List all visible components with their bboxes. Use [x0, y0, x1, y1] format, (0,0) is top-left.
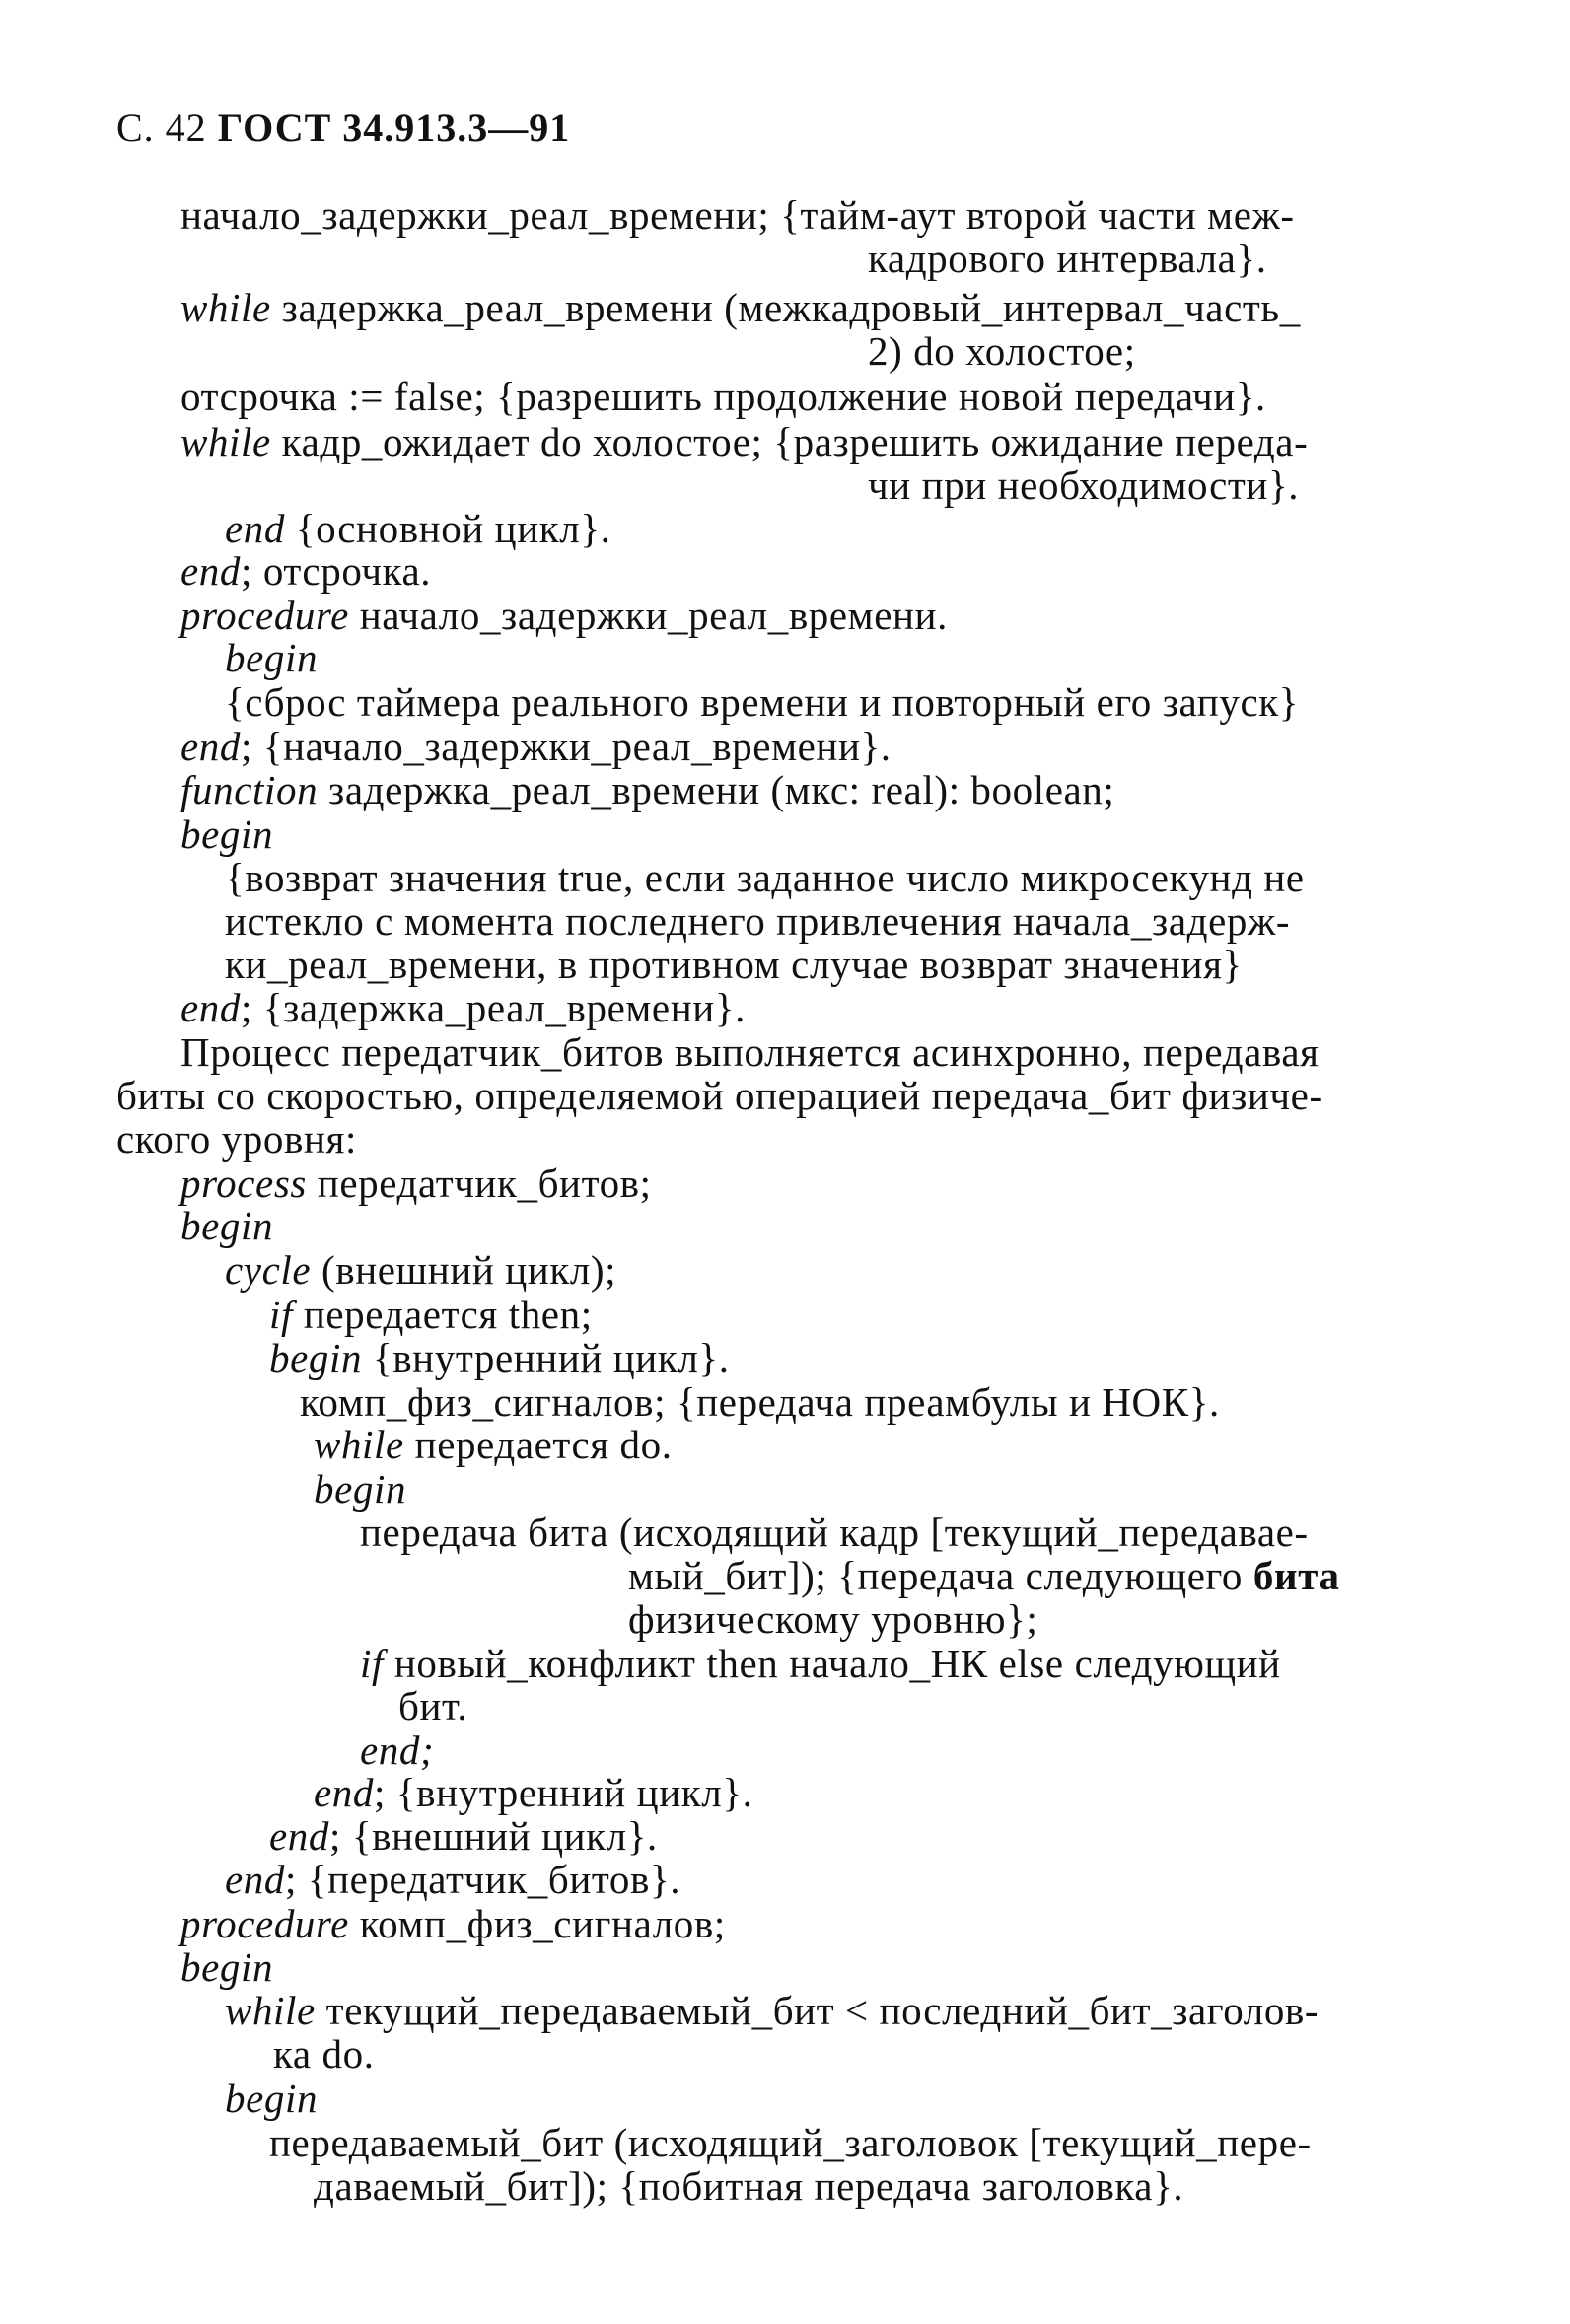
line-text: мый_бит]); {передача следующего: [628, 1553, 1253, 1598]
line-text: ки_реал_времени, в противном случае возврат значения}: [225, 942, 1243, 987]
text-line: [180, 373, 1266, 420]
keyword: while: [314, 1422, 404, 1467]
text-line: [180, 284, 1301, 331]
standard-designation: ГОСТ 34.913.3—91: [217, 106, 571, 150]
text-line: [180, 766, 1114, 813]
keyword: if: [360, 1641, 384, 1686]
text-line: [868, 461, 1299, 509]
line-text: ; {передатчик_битов}.: [285, 1857, 681, 1902]
keyword: end: [180, 985, 241, 1030]
line-text: задержка_реал_времени (межкадровый_интервал_часть_: [270, 285, 1301, 330]
text-line: [225, 1856, 680, 1903]
text-line: [360, 1509, 1309, 1556]
text-line: [180, 984, 746, 1031]
keyword: begin: [225, 635, 319, 680]
text-line: [180, 723, 892, 770]
line-text: передатчик_битов;: [306, 1161, 652, 1206]
text-line: [868, 327, 1136, 375]
line-text: передается then;: [292, 1292, 593, 1337]
line-text: {внутренний цикл}.: [362, 1335, 730, 1380]
text-line: [628, 1552, 1340, 1599]
line-text: передаваемый_бит (исходящий_заголовок [текущий_пере-: [269, 2120, 1312, 2165]
text-line: [116, 1115, 357, 1162]
line-text: кадрового интервала}.: [868, 236, 1267, 281]
keyword: while: [180, 419, 271, 464]
keyword: begin: [314, 1466, 407, 1512]
page-header: [116, 105, 570, 152]
text-line: [225, 2075, 318, 2122]
keyword: while: [180, 285, 271, 330]
line-text: 2) do холостое;: [868, 328, 1136, 374]
text-line: [300, 1378, 1220, 1426]
text-line: [225, 897, 1290, 945]
line-text: истекло с момента последнего привлечения начала_задерж-: [225, 898, 1291, 944]
keyword: end: [314, 1770, 374, 1815]
text-line: [314, 1465, 406, 1513]
text-line: [269, 1334, 730, 1381]
keyword: begin: [269, 1335, 363, 1380]
text-line: [180, 1160, 652, 1207]
line-text: кадр_ожидает do холостое; {разрешить ожидание переда-: [270, 419, 1309, 464]
line-text: физическому уровню};: [628, 1596, 1038, 1642]
text-line: [225, 505, 610, 552]
line-text: {основной цикл}.: [285, 506, 611, 551]
text-line: [225, 1987, 1319, 2034]
keyword: while: [225, 1988, 316, 2033]
text-line: [180, 810, 273, 858]
line-text: ского уровня:: [116, 1116, 357, 1162]
keyword: process: [180, 1161, 307, 1206]
text-line: [225, 1246, 616, 1294]
text-line: [180, 1900, 726, 1947]
line-text: {возврат значения true, если заданное число микросекунд не: [225, 855, 1305, 900]
text-line: [360, 1640, 1281, 1687]
line-text: комп_физ_сигналов; {передача преамбулы и НОК}.: [300, 1379, 1220, 1425]
bold-word: бита: [1252, 1553, 1340, 1598]
page-number: С. 42: [116, 106, 207, 150]
keyword: end: [180, 548, 241, 594]
text-line: [868, 235, 1267, 282]
text-line: [398, 1682, 467, 1729]
line-text: биты со скоростью, определяемой операцией передача_бит физиче-: [116, 1073, 1323, 1118]
keyword: end: [180, 724, 241, 769]
text-line: [314, 1421, 673, 1468]
line-text: ; {задержка_реал_времени}.: [241, 985, 746, 1030]
text-line: [314, 2162, 1183, 2210]
keyword: end: [225, 1857, 285, 1902]
text-line: [273, 2030, 375, 2078]
keyword: begin: [180, 811, 274, 857]
text-line: [180, 1028, 1320, 1076]
keyword: procedure: [180, 593, 349, 638]
keyword: begin: [225, 2076, 319, 2121]
text-line: [314, 1769, 752, 1816]
line-text: комп_физ_сигналов;: [348, 1901, 726, 1946]
keyword: function: [180, 767, 319, 812]
keyword: begin: [180, 1203, 274, 1248]
line-text: (внешний цикл);: [311, 1247, 617, 1293]
line-text: ; отсрочка.: [241, 548, 432, 594]
line-text: начало_задержки_реал_времени.: [348, 593, 948, 638]
line-text: даваемый_бит]); {побитная передача заголовка}.: [314, 2163, 1184, 2209]
text-line: [225, 678, 1299, 726]
line-text: текущий_передаваемый_бит < последний_бит_заголов-: [315, 1988, 1320, 2033]
keyword: begin: [180, 1944, 274, 1990]
text-line: [116, 1072, 1323, 1119]
keyword: procedure: [180, 1901, 349, 1946]
line-text: ; {внутренний цикл}.: [374, 1770, 753, 1815]
text-line: [180, 1943, 273, 1991]
text-line: [269, 2119, 1312, 2166]
line-text: ; {внешний цикл}.: [329, 1813, 658, 1859]
line-text: задержка_реал_времени (мкс: real): boolean;: [318, 767, 1115, 812]
text-line: [180, 547, 431, 595]
line-text: отсрочка := false; {разрешить продолжение новой передачи}.: [180, 374, 1266, 419]
text-line: [269, 1291, 593, 1338]
text-line: [628, 1595, 1037, 1643]
keyword: cycle: [225, 1247, 312, 1293]
line-text: передача бита (исходящий кадр [текущий_передавае-: [360, 1510, 1309, 1555]
keyword: end: [269, 1813, 329, 1859]
line-text: ; {начало_задержки_реал_времени}.: [241, 724, 892, 769]
keyword: if: [269, 1292, 293, 1337]
text-line: [225, 854, 1305, 901]
line-text: чи при необходимости}.: [868, 462, 1300, 508]
line-text: новый_конфликт then начало_НК else следующий: [383, 1641, 1281, 1686]
line-text: {сброс таймера реального времени и повторный его запуск}: [225, 679, 1300, 725]
line-text: ка do.: [273, 2031, 375, 2077]
line-text: бит.: [398, 1683, 468, 1728]
text-line: [180, 592, 948, 639]
text-line: [225, 941, 1243, 988]
text-line: [225, 634, 318, 681]
line-text: начало_задержки_реал_времени; {тайм-аут второй части меж-: [180, 192, 1295, 238]
keyword: end: [225, 506, 285, 551]
line-text: передается do.: [403, 1422, 673, 1467]
text-line: [269, 1812, 658, 1860]
keyword: end;: [360, 1727, 435, 1773]
text-line: [360, 1726, 434, 1774]
text-line: [180, 191, 1295, 239]
text-line: [180, 1202, 273, 1249]
text-line: [180, 418, 1308, 465]
line-text: Процесс передатчик_битов выполняется асинхронно, передавая: [180, 1029, 1320, 1075]
